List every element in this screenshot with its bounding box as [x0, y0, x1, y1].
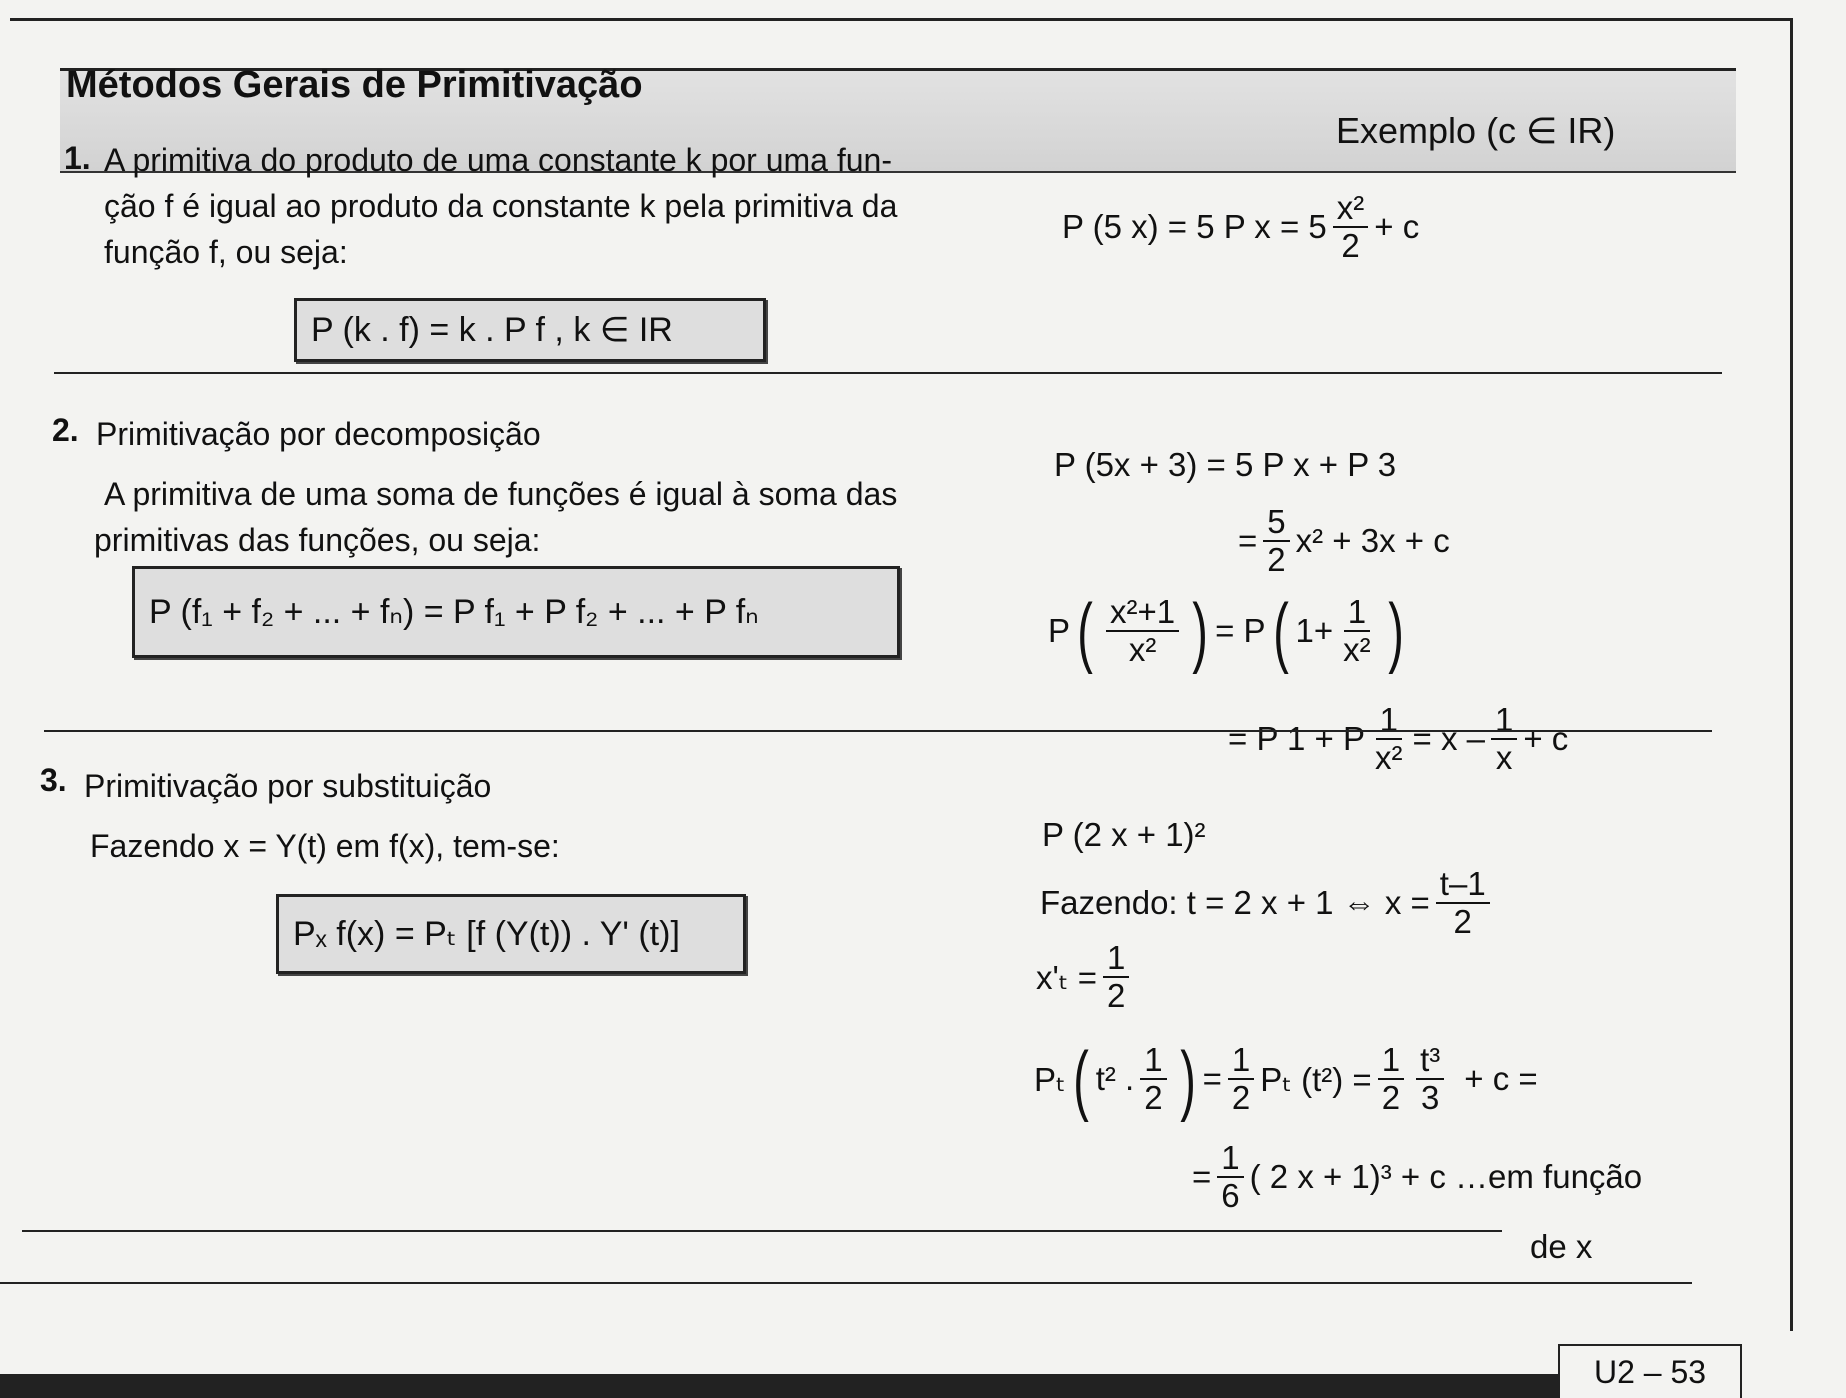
left-paren: (: [1072, 1035, 1089, 1123]
fraction-denominator: 2: [1144, 1079, 1163, 1116]
fraction: [1263, 504, 1289, 579]
fraction-denominator: 2: [1106, 977, 1126, 1015]
fraction: [1371, 702, 1407, 777]
example-text: 1+: [1295, 612, 1334, 649]
fraction: [1103, 940, 1129, 1015]
section3-example-line1: [1042, 816, 1206, 854]
divider-3: [22, 1230, 1502, 1232]
left-paren: (: [1272, 587, 1289, 675]
example-text: ( 2 x + 1)³ + c …em função: [1249, 1158, 1643, 1196]
fraction-denominator: 2: [1267, 541, 1286, 579]
fraction: [1378, 1042, 1404, 1117]
fraction-denominator: 3: [1420, 1079, 1440, 1116]
right-paren: ): [1179, 1035, 1196, 1123]
section2-example-line1: [1054, 446, 1396, 484]
fraction-numerator: 1: [1228, 1042, 1254, 1080]
example-text: P: [1048, 612, 1071, 649]
section1-number: 1.: [64, 140, 91, 176]
section1-example-lhs: P (5 x) = 5 P x = 5: [1062, 208, 1327, 246]
section1-line1: A primitiva do produto de uma constante k por uma fun-: [104, 142, 892, 178]
section3-line1: Fazendo x = Y(t) em f(x), tem-se:: [90, 828, 560, 864]
example-text: = P 1 + P: [1228, 720, 1365, 758]
page-number: U2 – 53: [1593, 1353, 1707, 1390]
fraction-denominator: 6: [1221, 1177, 1240, 1215]
example-text: + c =: [1464, 1060, 1538, 1097]
fraction: [1491, 702, 1517, 777]
example-text: Pₜ (t²) =: [1260, 1060, 1372, 1098]
example-text: P (2 x + 1)²: [1042, 816, 1206, 853]
divider-1: [54, 372, 1722, 374]
example-text: =: [1192, 1158, 1212, 1196]
section2-formula: P (f₁ + f₂ + ... + fₙ) = P f₁ + P f₂ + ... + P fₙ: [149, 593, 759, 631]
fraction-numerator: t³: [1416, 1042, 1444, 1080]
section1-line3: função f, ou seja:: [104, 234, 348, 270]
fraction-numerator: 1: [1491, 702, 1517, 740]
fraction-numerator: 1: [1103, 940, 1129, 978]
example-text: x'ₜ =: [1036, 958, 1097, 996]
fraction: [1228, 1042, 1254, 1117]
fraction-numerator: 1: [1344, 594, 1370, 632]
section1-example: [1062, 190, 1419, 265]
section3-example-line6: [1530, 1228, 1592, 1266]
section1-example-fraction: [1333, 190, 1369, 265]
fraction: [1436, 866, 1490, 941]
fraction-denominator: x: [1495, 739, 1513, 777]
fraction: [1217, 1140, 1243, 1215]
section2-heading: Primitivação por decomposição: [96, 416, 541, 452]
fraction-denominator: x²: [1343, 631, 1371, 668]
section3-example-line5: [1192, 1140, 1642, 1215]
fraction-numerator: x²+1: [1106, 594, 1179, 632]
section3-number: 3.: [40, 762, 67, 798]
fraction: [1416, 1042, 1444, 1117]
section3-heading: Primitivação por substituição: [84, 768, 492, 804]
section3-example-line4: [1034, 1035, 1538, 1123]
example-text: + c: [1523, 720, 1569, 758]
fraction-numerator: 1: [1217, 1140, 1243, 1178]
example-text: =: [1202, 1060, 1222, 1097]
example-text: Pₜ: [1034, 1060, 1066, 1098]
section1-example-tail: + c: [1374, 208, 1420, 246]
scan-edge-shadow: [0, 1374, 1560, 1398]
section1-line2: ção f é igual ao produto da constante k pela primitiva da: [104, 188, 898, 224]
fraction-numerator: 1: [1378, 1042, 1404, 1080]
divider-4: [0, 1282, 1692, 1284]
section2-line1: A primitiva de uma soma de funções é igual à soma das: [104, 476, 898, 512]
fraction-numerator: t–1: [1436, 866, 1490, 904]
example-text: t² .: [1095, 1060, 1135, 1097]
fraction-denominator: 2: [1231, 1079, 1251, 1116]
left-paren: (: [1077, 587, 1093, 675]
fraction-denominator: 2: [1381, 1079, 1401, 1116]
fraction-denominator: x²: [1375, 739, 1403, 777]
example-text: = P: [1215, 612, 1266, 649]
fraction: [1106, 594, 1179, 669]
section2-example-line3: [1048, 587, 1411, 675]
page-title: Métodos Gerais de Primitivação: [66, 64, 643, 106]
fraction-numerator: 5: [1263, 504, 1289, 542]
fraction-numerator: 1: [1140, 1042, 1166, 1080]
page-number-box: [1558, 1344, 1742, 1398]
right-paren: ): [1192, 587, 1208, 675]
equals-sign: =: [1238, 522, 1258, 560]
example-text: de x: [1530, 1228, 1593, 1265]
fraction-denominator: 2: [1341, 227, 1360, 265]
example-text: Fazendo: t = 2 x + 1 ⇔ x =: [1040, 884, 1430, 922]
section1-formula: P (k . f) = k . P f , k ∈ IR: [311, 311, 673, 349]
section3-formula: Pₓ f(x) = Pₜ [f (Y(t)) . Y' (t)]: [293, 915, 680, 953]
section3-example-line2: [1040, 866, 1496, 941]
divider-2: [44, 730, 1712, 732]
fraction-denominator: 2: [1453, 903, 1472, 941]
section2-line2: primitivas das funções, ou seja:: [94, 522, 541, 558]
section3-example-line3: [1036, 940, 1135, 1015]
section2-example-line2: [1238, 504, 1450, 579]
example-text: P (5x + 3) = 5 P x + P 3: [1054, 446, 1397, 483]
example-text: = x –: [1412, 720, 1485, 758]
section2-formula-box: [132, 566, 900, 658]
example-text: x² + 3x + c: [1295, 522, 1450, 560]
fraction-denominator: x²: [1128, 631, 1157, 668]
fraction: [1339, 594, 1375, 669]
section3-formula-box: [276, 894, 746, 974]
right-paren: ): [1387, 587, 1404, 675]
fraction-numerator: x²: [1333, 190, 1369, 228]
fraction-numerator: 1: [1376, 702, 1402, 740]
fraction: [1140, 1042, 1166, 1117]
example-header: Exemplo (c ∈ IR): [1336, 110, 1616, 151]
section2-number: 2.: [52, 412, 79, 448]
section2-example-line4: [1228, 702, 1568, 777]
section1-formula-box: [294, 298, 766, 362]
